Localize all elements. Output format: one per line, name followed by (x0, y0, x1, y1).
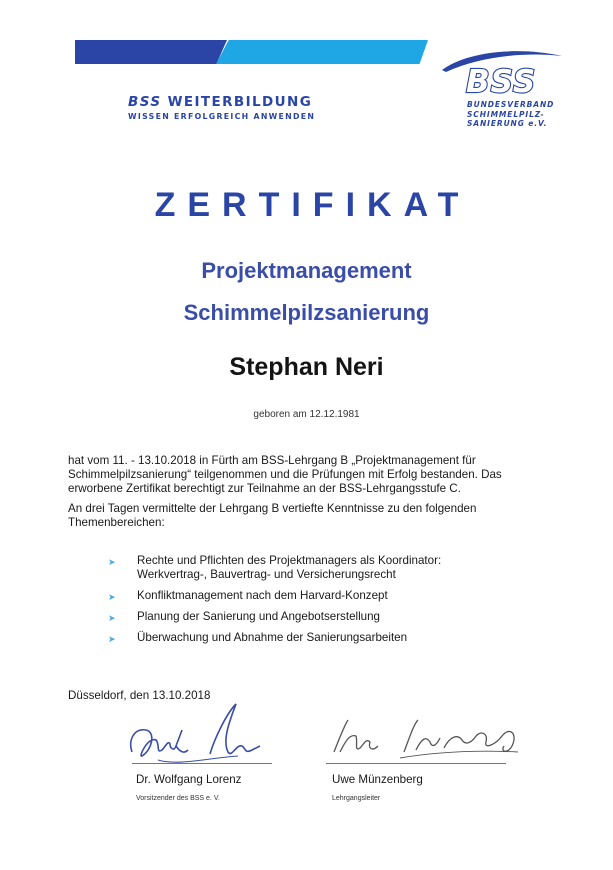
signer1-name: Dr. Wolfgang Lorenz (136, 773, 242, 786)
signer1-role: Vorsitzender des BSS e. V. (136, 795, 220, 802)
list-item: ➤ Rechte und Pflichten des Projektmanagers als Koordinator: Werkvertrag-, Bauvertrag- und Versicherungsrecht (108, 554, 442, 581)
signature-line (326, 763, 506, 764)
topics-intro-paragraph: An drei Tagen vermittelte der Lehrgang B vertiefte Kenntnisse zu den folgenden Themenbereichen: (68, 502, 477, 529)
birth-date: geboren am 12.12.1981 (253, 409, 360, 420)
signer2-role: Lehrgangsleiter (332, 795, 381, 802)
list-item: ➤ Überwachung und Abnahme der Sanierungsarbeiten (108, 631, 408, 644)
signature-muenzenberg (326, 712, 526, 768)
arrow-bullet-icon: ➤ (108, 634, 116, 644)
arrow-bullet-icon: ➤ (108, 613, 116, 623)
bss-logo (436, 48, 566, 100)
signature-line (132, 763, 272, 764)
completion-paragraph: hat vom 11. - 13.10.2018 in Fürth am BSS-Lehrgang B „Projektmanagement für Schimmelpilzsanierung“ teilgenommen und die Prüfungen mit Erfolg bestanden. Das erworbene Zertifikat berechtigt zur Teilnahme an der BSS-Lehrgangsstufe C. (68, 454, 502, 495)
signer2-name: Uwe Münzenberg (332, 773, 423, 786)
arrow-bullet-icon: ➤ (108, 557, 116, 567)
logo-mark-text: BSS (466, 64, 537, 100)
topics-list (108, 554, 508, 652)
logo-org-name: BUNDESVERBAND SCHIMMELPILZ- SANIERUNG e.V. (467, 100, 555, 128)
header-bar-light (216, 40, 428, 64)
list-item: ➤ Planung der Sanierung und Angebotserstellung (108, 610, 381, 623)
brand-title: BSS WEITERBILDUNG (128, 94, 313, 110)
brand-tagline: WISSEN ERFOLGREICH ANWENDEN (128, 112, 316, 121)
certificate-title: ZERTIFIKAT (154, 186, 471, 224)
arrow-bullet-icon: ➤ (108, 592, 116, 602)
place-date: Düsseldorf, den 13.10.2018 (68, 689, 211, 702)
header-bar-dark (75, 40, 227, 64)
course-title-line2: Schimmelpilzsanierung (183, 300, 430, 325)
course-title-line1: Projektmanagement (201, 258, 412, 283)
recipient-name: Stephan Neri (229, 353, 384, 381)
signature-lorenz (118, 700, 278, 766)
list-item: ➤ Konfliktmanagement nach dem Harvard-Konzept (108, 589, 388, 602)
